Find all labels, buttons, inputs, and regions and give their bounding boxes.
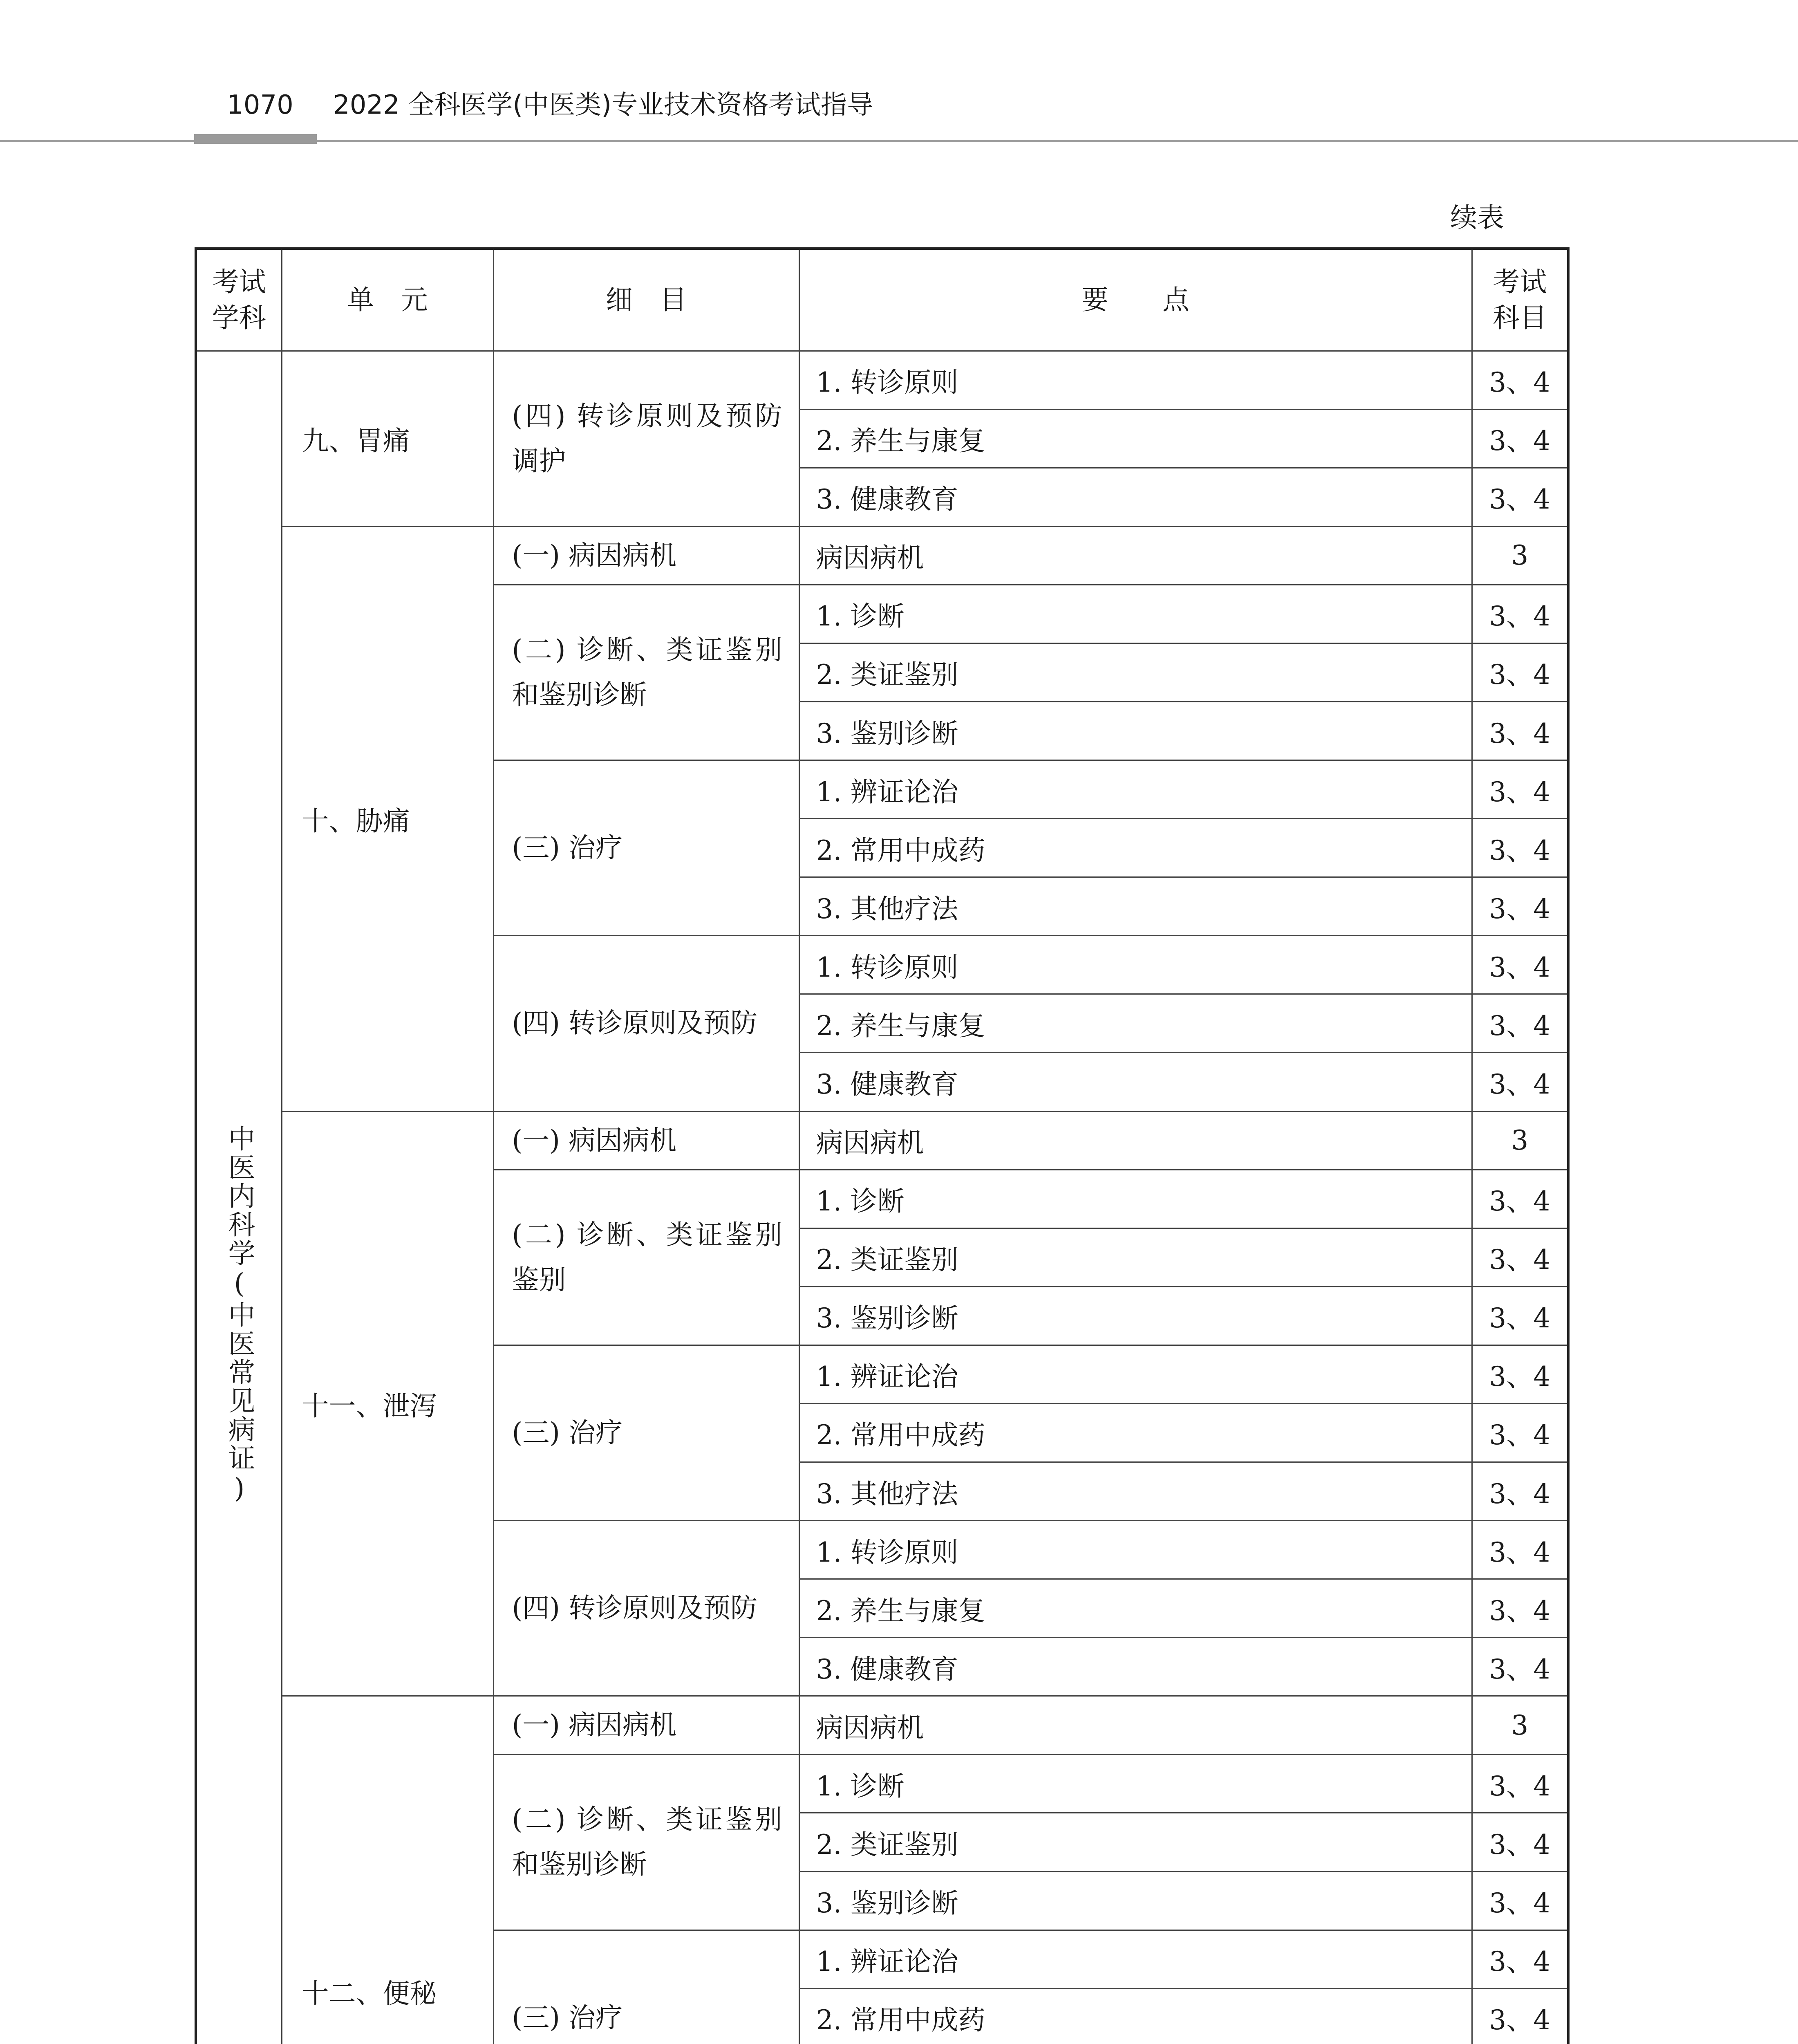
exam-cell: 3 [1472, 526, 1568, 585]
exam-cell: 3、4 [1472, 1579, 1568, 1638]
point-cell: 病因病机 [799, 1696, 1472, 1755]
exam-cell: 3、4 [1472, 585, 1568, 643]
point-cell: 3. 健康教育 [799, 1053, 1472, 1111]
exam-cell: 3、4 [1472, 877, 1568, 936]
exam-cell: 3、4 [1472, 1228, 1568, 1286]
header-rule [0, 140, 1798, 142]
detail-cell: (四) 转诊原则及预防 [493, 1521, 799, 1696]
point-cell: 1. 诊断 [799, 585, 1472, 643]
point-cell: 2. 类证鉴别 [799, 1813, 1472, 1871]
point-cell: 2. 常用中成药 [799, 1988, 1472, 2044]
unit-cell: 十、胁痛 [282, 526, 493, 1111]
header-unit: 单 元 [282, 249, 493, 351]
detail-cell: (一) 病因病机 [493, 1696, 799, 1755]
detail-cell: (二) 诊断、类证鉴别和鉴别诊断 [493, 585, 799, 760]
point-cell: 2. 养生与康复 [799, 409, 1472, 468]
exam-cell: 3、4 [1472, 468, 1568, 526]
point-cell: 1. 诊断 [799, 1755, 1472, 1813]
point-cell: 1. 转诊原则 [799, 1521, 1472, 1579]
detail-cell: (三) 治疗 [493, 1930, 799, 2044]
book-title: 2022 全科医学(中医类)专业技术资格考试指导 [333, 90, 873, 120]
point-cell: 3. 其他疗法 [799, 877, 1472, 936]
exam-cell: 3、4 [1472, 1930, 1568, 1988]
header-detail: 细 目 [493, 249, 799, 351]
detail-cell: (三) 治疗 [493, 1345, 799, 1520]
subject-label: 中医内科学(中医常见病证) [224, 1124, 255, 1506]
point-cell: 2. 类证鉴别 [799, 643, 1472, 702]
page-header [0, 0, 1798, 147]
unit-cell: 九、胃痛 [282, 351, 493, 526]
table-row [196, 526, 1568, 585]
exam-cell: 3 [1472, 1696, 1568, 1755]
page-number: 1070 [227, 90, 293, 120]
exam-cell: 3、4 [1472, 994, 1568, 1053]
point-cell: 3. 其他疗法 [799, 1462, 1472, 1520]
exam-cell: 3、4 [1472, 1813, 1568, 1871]
point-cell: 1. 辨证论治 [799, 1930, 1472, 1988]
detail-cell: (四) 转诊原则及预防调护 [493, 351, 799, 526]
point-cell: 3. 健康教育 [799, 468, 1472, 526]
header-point: 要 点 [799, 249, 1472, 351]
point-cell: 3. 鉴别诊断 [799, 702, 1472, 760]
exam-cell: 3 [1472, 1111, 1568, 1170]
table-row [196, 1696, 1568, 1755]
exam-cell: 3、4 [1472, 1053, 1568, 1111]
point-cell: 2. 类证鉴别 [799, 1228, 1472, 1286]
exam-cell: 3、4 [1472, 351, 1568, 409]
exam-cell: 3、4 [1472, 1755, 1568, 1813]
exam-cell: 3、4 [1472, 936, 1568, 994]
exam-cell: 3、4 [1472, 1403, 1568, 1462]
point-cell: 3. 鉴别诊断 [799, 1286, 1472, 1345]
point-cell: 2. 养生与康复 [799, 1579, 1472, 1638]
point-cell: 2. 常用中成药 [799, 819, 1472, 877]
exam-cell: 3、4 [1472, 760, 1568, 819]
detail-cell: (二) 诊断、类证鉴别鉴别 [493, 1170, 799, 1345]
point-cell: 1. 转诊原则 [799, 351, 1472, 409]
point-cell: 2. 养生与康复 [799, 994, 1472, 1053]
point-cell: 2. 常用中成药 [799, 1403, 1472, 1462]
exam-cell: 3、4 [1472, 1638, 1568, 1696]
point-cell: 1. 辨证论治 [799, 760, 1472, 819]
point-cell: 3. 健康教育 [799, 1638, 1472, 1696]
exam-cell: 3、4 [1472, 1521, 1568, 1579]
exam-cell: 3、4 [1472, 1286, 1568, 1345]
unit-cell: 十二、便秘 [282, 1696, 493, 2044]
exam-cell: 3、4 [1472, 1871, 1568, 1930]
unit-cell: 十一、泄泻 [282, 1111, 493, 1696]
detail-cell: (一) 病因病机 [493, 1111, 799, 1170]
detail-cell: (一) 病因病机 [493, 526, 799, 585]
exam-cell: 3、4 [1472, 1988, 1568, 2044]
syllabus-table [195, 247, 1570, 2044]
exam-cell: 3、4 [1472, 643, 1568, 702]
point-cell: 1. 辨证论治 [799, 1345, 1472, 1403]
table-header-row [196, 249, 1568, 351]
point-cell: 病因病机 [799, 526, 1472, 585]
continued-label: 续表 [1450, 202, 1504, 233]
point-cell: 3. 鉴别诊断 [799, 1871, 1472, 1930]
exam-cell: 3、4 [1472, 702, 1568, 760]
point-cell: 1. 诊断 [799, 1170, 1472, 1228]
point-cell: 1. 转诊原则 [799, 936, 1472, 994]
detail-cell: (三) 治疗 [493, 760, 799, 936]
exam-cell: 3、4 [1472, 819, 1568, 877]
detail-cell: (四) 转诊原则及预防 [493, 936, 799, 1111]
header-exam: 考试科目 [1472, 249, 1568, 351]
header-subject: 考试学科 [196, 249, 282, 351]
subject-cell [196, 351, 282, 2044]
table-row [196, 1111, 1568, 1170]
header-rule-accent [194, 134, 317, 144]
point-cell: 病因病机 [799, 1111, 1472, 1170]
exam-cell: 3、4 [1472, 1170, 1568, 1228]
exam-cell: 3、4 [1472, 1462, 1568, 1520]
exam-cell: 3、4 [1472, 409, 1568, 468]
exam-cell: 3、4 [1472, 1345, 1568, 1403]
table-row [196, 351, 1568, 409]
detail-cell: (二) 诊断、类证鉴别和鉴别诊断 [493, 1755, 799, 1930]
